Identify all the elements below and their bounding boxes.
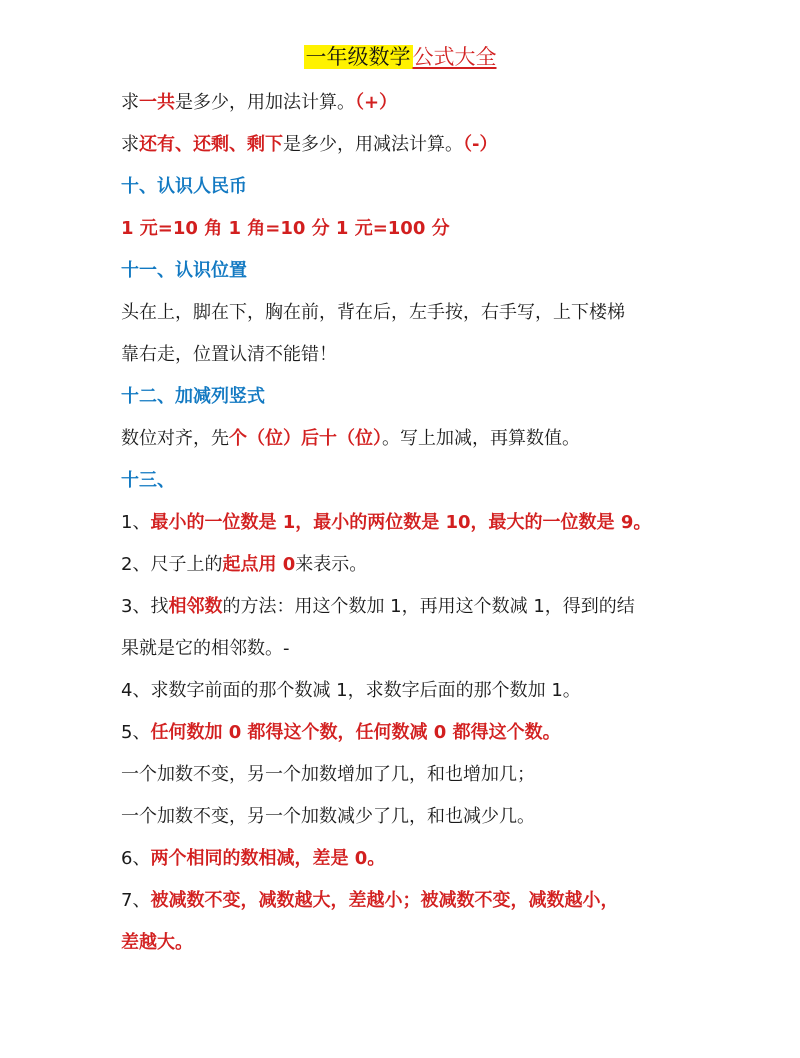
text: 求	[121, 92, 139, 113]
page-title	[0, 42, 800, 72]
text: 求	[121, 134, 139, 155]
title-highlight: 一年级数学	[305, 45, 411, 69]
text: 2、尺子上的	[121, 554, 223, 575]
item-number: 7、	[121, 890, 151, 911]
text: 是多少，用减法计算。	[283, 134, 463, 155]
position-rhyme-1: 头在上，脚在下，胸在前，背在后，左手按，右手写，上下楼梯	[121, 302, 625, 323]
heading-10: 十、认识人民币	[121, 176, 247, 197]
item-2	[121, 551, 780, 579]
keyword: 两个相同的数相减，差是 0。	[150, 848, 386, 869]
item-5-note-2: 一个加数不变，另一个加数减少了几，和也减少几。	[121, 806, 535, 827]
text: 是多少，用加法计算。	[175, 92, 355, 113]
text: 。写上加减，再算数值。	[382, 428, 580, 449]
operator-note: （-）	[463, 134, 498, 155]
item-4: 4、求数字前面的那个数减 1，求数字后面的那个数加 1。	[121, 680, 581, 701]
keyword: 一共	[139, 92, 175, 113]
item-3-cont: 果就是它的相邻数。-	[121, 638, 290, 659]
item-number: 5、	[121, 722, 151, 743]
item-number: 1、	[121, 512, 151, 533]
item-5	[121, 719, 780, 747]
money-conversion: 1 元=10 角 1 角=10 分 1 元=100 分	[121, 218, 450, 239]
heading-11: 十一、认识位置	[121, 260, 247, 281]
keyword: 个（位）后十（位）	[229, 428, 382, 449]
keyword: 任何数加 0 都得这个数，任何数减 0 都得这个数。	[150, 722, 561, 743]
item-1	[121, 509, 780, 537]
text: 来表示。	[295, 554, 368, 575]
heading-12: 十二、加减列竖式	[121, 386, 265, 407]
text: 3、找	[121, 596, 169, 617]
text: 的方法：用这个数加 1，再用这个数减 1，得到的结	[222, 596, 635, 617]
item-number: 6、	[121, 848, 151, 869]
title-underlined: 公式大全	[412, 45, 497, 69]
item-7-cont: 差越大。	[121, 932, 193, 953]
column-rule	[121, 425, 780, 453]
keyword: 被减数不变，减数越大，差越小；被减数不变，减数越小，	[150, 890, 619, 911]
item-3	[121, 593, 780, 621]
item-5-note-1: 一个加数不变，另一个加数增加了几，和也增加几；	[121, 764, 535, 785]
rule-subtraction	[121, 131, 780, 159]
keyword: 最小的一位数是 1，最小的两位数是 10，最大的一位数是 9。	[150, 512, 652, 533]
position-rhyme-2: 靠右走，位置认清不能错！	[121, 344, 337, 365]
text: 数位对齐，先	[121, 428, 229, 449]
keyword: 起点用 0	[222, 554, 296, 575]
keyword: 还有、还剩、剩下	[139, 134, 283, 155]
heading-13: 十三、	[121, 470, 175, 491]
item-7	[121, 887, 780, 915]
keyword: 相邻数	[168, 596, 223, 617]
item-6	[121, 845, 780, 873]
operator-note: （+）	[355, 92, 398, 113]
rule-addition	[121, 89, 780, 117]
